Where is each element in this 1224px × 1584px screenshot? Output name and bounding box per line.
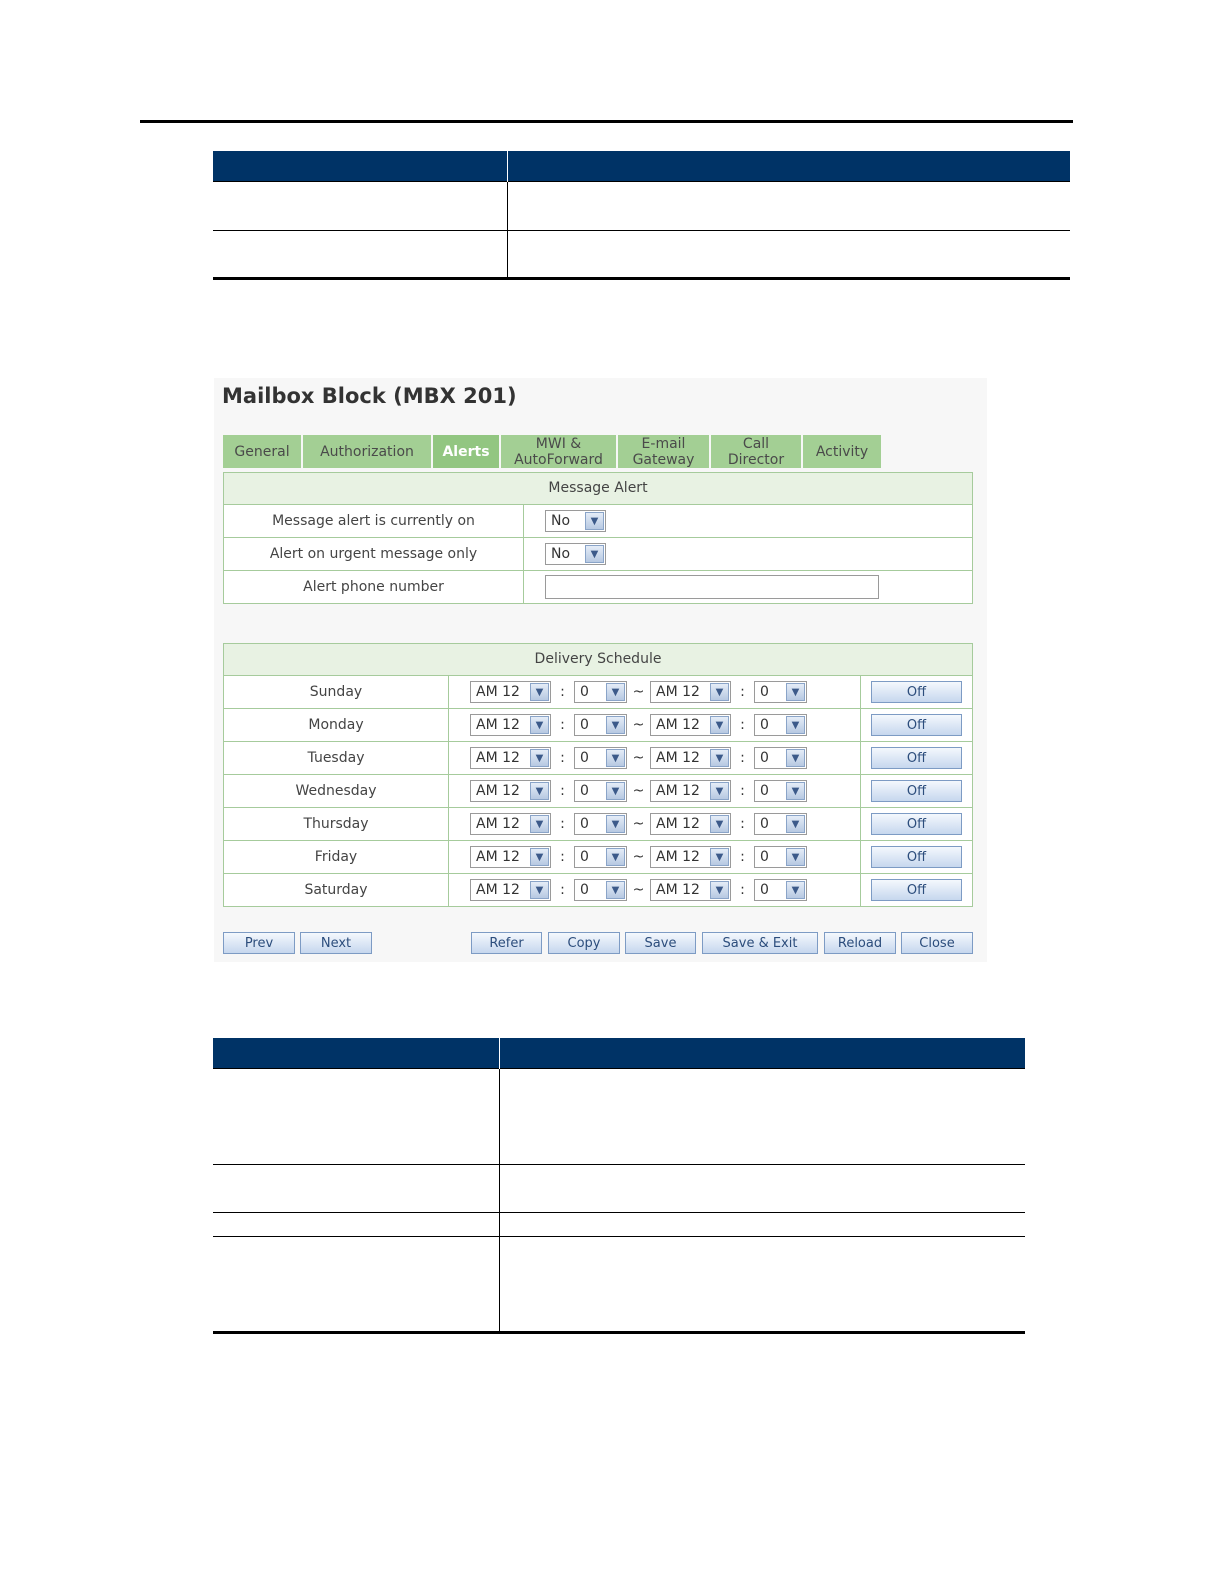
- end-hour-select[interactable]: AM 12 ▼: [650, 813, 731, 835]
- start-minute-select[interactable]: 0 ▼: [574, 879, 627, 901]
- tab-call-director[interactable]: Call Director: [711, 435, 803, 468]
- chevron-down-icon: ▼: [530, 716, 549, 734]
- table-cell: [499, 1069, 1025, 1165]
- day-toggle-button[interactable]: Off: [871, 780, 962, 802]
- chevron-down-icon: ▼: [530, 683, 549, 701]
- colon-separator: :: [560, 849, 565, 865]
- colon-separator: :: [740, 783, 745, 799]
- chevron-down-icon: ▼: [530, 848, 549, 866]
- table-cell: [213, 1237, 499, 1333]
- table-header-cell: [213, 1038, 499, 1069]
- table-header-cell: [507, 151, 1070, 182]
- header-rule: [140, 120, 1073, 123]
- alert-on-select[interactable]: No ▼: [545, 510, 606, 532]
- end-minute-select[interactable]: 0 ▼: [754, 681, 807, 703]
- message-alert-panel: [223, 472, 973, 604]
- time-range: [449, 808, 861, 840]
- tab-mwi-autoforward[interactable]: MWI & AutoForward: [501, 435, 618, 468]
- time-range: [449, 841, 861, 873]
- tab-authorization[interactable]: Authorization: [303, 435, 433, 468]
- save-button[interactable]: Save: [625, 932, 696, 954]
- reload-button[interactable]: Reload: [824, 932, 896, 954]
- phone-label: Alert phone number: [224, 571, 524, 603]
- end-minute-select[interactable]: 0 ▼: [754, 714, 807, 736]
- end-hour-select[interactable]: AM 12 ▼: [650, 681, 731, 703]
- end-minute-select[interactable]: 0 ▼: [754, 780, 807, 802]
- chevron-down-icon: ▼: [530, 881, 549, 899]
- chevron-down-icon: ▼: [606, 848, 625, 866]
- colon-separator: :: [560, 882, 565, 898]
- colon-separator: :: [740, 750, 745, 766]
- time-range: [449, 775, 861, 807]
- colon-separator: :: [740, 717, 745, 733]
- chevron-down-icon: ▼: [786, 683, 805, 701]
- description-table-top: [213, 151, 1070, 280]
- next-button[interactable]: Next: [300, 932, 372, 954]
- chevron-down-icon: ▼: [606, 749, 625, 767]
- colon-separator: :: [560, 750, 565, 766]
- tilde-separator: ~: [632, 684, 645, 700]
- save-exit-button[interactable]: Save & Exit: [702, 932, 818, 954]
- tilde-separator: ~: [632, 816, 645, 832]
- end-hour-select[interactable]: AM 12 ▼: [650, 879, 731, 901]
- end-minute-select[interactable]: 0 ▼: [754, 846, 807, 868]
- alert-on-label: Message alert is currently on: [224, 505, 524, 537]
- chevron-down-icon: ▼: [786, 881, 805, 899]
- close-button[interactable]: Close: [901, 932, 973, 954]
- start-hour-select[interactable]: AM 12 ▼: [470, 714, 551, 736]
- end-hour-select[interactable]: AM 12 ▼: [650, 846, 731, 868]
- table-header-cell: [213, 151, 507, 182]
- chevron-down-icon: ▼: [710, 716, 729, 734]
- table-cell: [213, 1069, 499, 1165]
- day-label: Thursday: [224, 808, 449, 840]
- schedule-row: [224, 709, 972, 742]
- table-cell: [213, 231, 507, 279]
- copy-button[interactable]: Copy: [548, 932, 620, 954]
- start-minute-select[interactable]: 0 ▼: [574, 714, 627, 736]
- schedule-row: [224, 775, 972, 808]
- chevron-down-icon: ▼: [530, 815, 549, 833]
- table-cell: [507, 182, 1070, 231]
- chevron-down-icon: ▼: [786, 848, 805, 866]
- tab-activity[interactable]: Activity: [803, 435, 883, 468]
- table-cell: [507, 231, 1070, 279]
- alert-row: [224, 538, 972, 571]
- alert-row: [224, 505, 972, 538]
- chevron-down-icon: ▼: [585, 512, 604, 530]
- chevron-down-icon: ▼: [710, 881, 729, 899]
- end-minute-select[interactable]: 0 ▼: [754, 879, 807, 901]
- chevron-down-icon: ▼: [786, 749, 805, 767]
- schedule-row: [224, 874, 972, 906]
- day-label: Wednesday: [224, 775, 449, 807]
- colon-separator: :: [740, 816, 745, 832]
- tilde-separator: ~: [632, 717, 645, 733]
- message-alert-heading: Message Alert: [224, 473, 972, 505]
- table-cell: [213, 1165, 499, 1213]
- day-label: Tuesday: [224, 742, 449, 774]
- colon-separator: :: [560, 783, 565, 799]
- end-hour-select[interactable]: AM 12 ▼: [650, 714, 731, 736]
- day-toggle-button[interactable]: Off: [871, 681, 962, 703]
- table-header-cell: [499, 1038, 1025, 1069]
- table-cell: [213, 182, 507, 231]
- chevron-down-icon: ▼: [606, 683, 625, 701]
- start-minute-select[interactable]: 0 ▼: [574, 681, 627, 703]
- colon-separator: :: [740, 684, 745, 700]
- end-minute-select[interactable]: 0 ▼: [754, 747, 807, 769]
- start-minute-select[interactable]: 0 ▼: [574, 780, 627, 802]
- urgent-only-select[interactable]: No ▼: [545, 543, 606, 565]
- chevron-down-icon: ▼: [606, 815, 625, 833]
- end-hour-select[interactable]: AM 12 ▼: [650, 780, 731, 802]
- chevron-down-icon: ▼: [530, 782, 549, 800]
- colon-separator: :: [560, 684, 565, 700]
- time-range: [449, 874, 861, 906]
- table-cell: [499, 1213, 1025, 1237]
- chevron-down-icon: ▼: [710, 848, 729, 866]
- tilde-separator: ~: [632, 783, 645, 799]
- chevron-down-icon: ▼: [530, 749, 549, 767]
- table-cell: [499, 1165, 1025, 1213]
- chevron-down-icon: ▼: [786, 815, 805, 833]
- end-minute-select[interactable]: 0 ▼: [754, 813, 807, 835]
- colon-separator: :: [560, 816, 565, 832]
- schedule-row: [224, 841, 972, 874]
- chevron-down-icon: ▼: [786, 716, 805, 734]
- day-label: Saturday: [224, 874, 449, 906]
- chevron-down-icon: ▼: [710, 782, 729, 800]
- time-range: [449, 742, 861, 774]
- start-hour-select[interactable]: AM 12 ▼: [470, 813, 551, 835]
- start-minute-select[interactable]: 0 ▼: [574, 813, 627, 835]
- time-range: [449, 676, 861, 708]
- day-toggle-button[interactable]: Off: [871, 714, 962, 736]
- tab-general[interactable]: General: [223, 435, 303, 468]
- chevron-down-icon: ▼: [606, 782, 625, 800]
- chevron-down-icon: ▼: [606, 716, 625, 734]
- end-hour-select[interactable]: AM 12 ▼: [650, 747, 731, 769]
- chevron-down-icon: ▼: [710, 815, 729, 833]
- chevron-down-icon: ▼: [710, 749, 729, 767]
- day-label: Sunday: [224, 676, 449, 708]
- time-range: [449, 709, 861, 741]
- description-table-bottom: [213, 1038, 1025, 1334]
- alert-row: [224, 571, 972, 603]
- urgent-only-label: Alert on urgent message only: [224, 538, 524, 570]
- schedule-row: [224, 808, 972, 841]
- tab-alerts[interactable]: Alerts: [433, 435, 501, 468]
- table-cell: [213, 1213, 499, 1237]
- day-toggle-button[interactable]: Off: [871, 813, 962, 835]
- start-hour-select[interactable]: AM 12 ▼: [470, 747, 551, 769]
- day-toggle-button[interactable]: Off: [871, 879, 962, 901]
- start-hour-select[interactable]: AM 12 ▼: [470, 846, 551, 868]
- start-hour-select[interactable]: AM 12 ▼: [470, 879, 551, 901]
- colon-separator: :: [560, 717, 565, 733]
- tilde-separator: ~: [632, 882, 645, 898]
- day-toggle-button[interactable]: Off: [871, 747, 962, 769]
- start-minute-select[interactable]: 0 ▼: [574, 846, 627, 868]
- colon-separator: :: [740, 849, 745, 865]
- chevron-down-icon: ▼: [606, 881, 625, 899]
- schedule-row: [224, 676, 972, 709]
- day-toggle-button[interactable]: Off: [871, 846, 962, 868]
- tab-bar: [223, 435, 883, 468]
- chevron-down-icon: ▼: [786, 782, 805, 800]
- chevron-down-icon: ▼: [585, 545, 604, 563]
- start-minute-select[interactable]: 0 ▼: [574, 747, 627, 769]
- start-hour-select[interactable]: AM 12 ▼: [470, 681, 551, 703]
- refer-button[interactable]: Refer: [471, 932, 542, 954]
- alert-phone-input[interactable]: [545, 575, 879, 599]
- delivery-schedule-panel: [223, 643, 973, 907]
- table-cell: [499, 1237, 1025, 1333]
- mailbox-block-window: [214, 378, 987, 962]
- tilde-separator: ~: [632, 750, 645, 766]
- delivery-schedule-heading: Delivery Schedule: [224, 644, 972, 676]
- schedule-row: [224, 742, 972, 775]
- tab-email-gateway[interactable]: E-mail Gateway: [618, 435, 711, 468]
- window-title: Mailbox Block (MBX 201): [222, 384, 517, 408]
- prev-button[interactable]: Prev: [223, 932, 295, 954]
- day-label: Monday: [224, 709, 449, 741]
- colon-separator: :: [740, 882, 745, 898]
- start-hour-select[interactable]: AM 12 ▼: [470, 780, 551, 802]
- day-label: Friday: [224, 841, 449, 873]
- tilde-separator: ~: [632, 849, 645, 865]
- chevron-down-icon: ▼: [710, 683, 729, 701]
